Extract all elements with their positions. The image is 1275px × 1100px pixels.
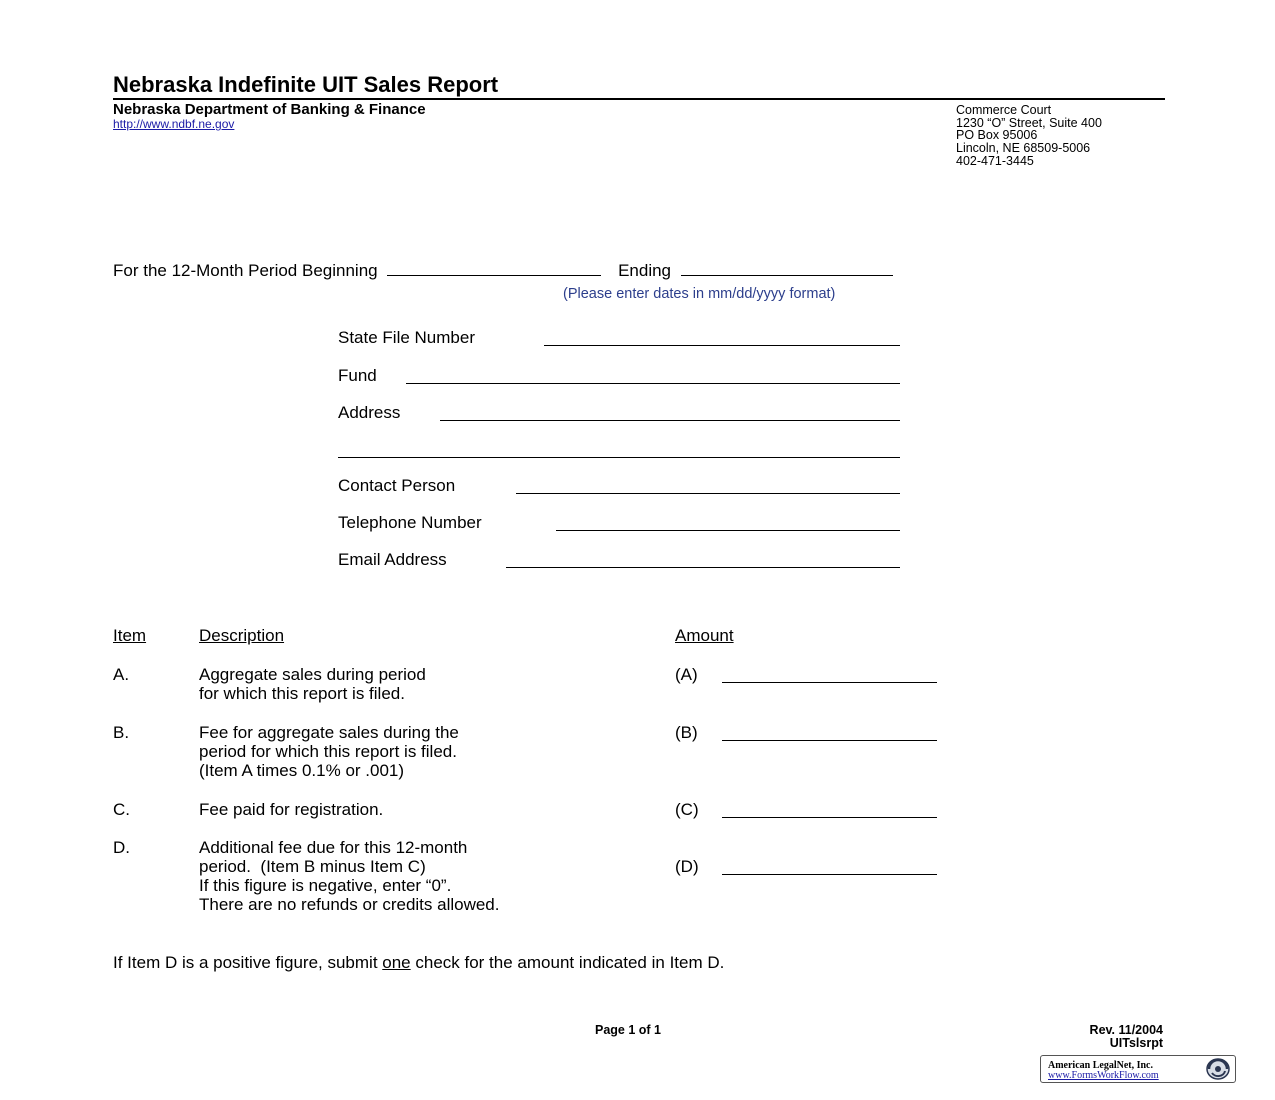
page-number: Page 1 of 1 bbox=[595, 1023, 661, 1037]
amount-column-header: Amount bbox=[675, 626, 734, 645]
contact-person-label: Contact Person bbox=[338, 476, 456, 495]
item-b-code: (B) bbox=[675, 723, 698, 742]
item-b-label: B. bbox=[113, 723, 130, 742]
item-column-header: Item bbox=[113, 626, 147, 645]
revision-date: Rev. 11/2004 bbox=[1089, 1023, 1163, 1037]
revision-info bbox=[1063, 1024, 1163, 1049]
item-b-description bbox=[199, 723, 459, 780]
website-link[interactable]: http://www.ndbf.ne.gov bbox=[113, 117, 235, 131]
description-line: period for which this report is filed. bbox=[199, 742, 457, 761]
address-line: Commerce Court bbox=[956, 103, 1052, 117]
description-line: Additional fee due for this 12-month bbox=[199, 838, 468, 857]
description-line: period. (Item B minus Item C) bbox=[199, 857, 426, 876]
fund-field[interactable] bbox=[406, 383, 900, 384]
note-text: check for the amount indicated in Item D. bbox=[410, 953, 725, 972]
publisher-url[interactable]: www.FormsWorkFlow.com bbox=[1048, 1070, 1159, 1081]
publisher-name: American LegalNet, Inc. bbox=[1048, 1060, 1153, 1071]
address-line: 402-471-3445 bbox=[956, 153, 1034, 168]
description-line: Fee paid for registration. bbox=[199, 800, 384, 819]
telephone-label: Telephone Number bbox=[338, 513, 482, 532]
form-code: UITslsrpt bbox=[1109, 1035, 1163, 1050]
title-divider bbox=[113, 98, 1165, 100]
address-line-2-field[interactable] bbox=[338, 457, 900, 458]
contact-person-field[interactable] bbox=[516, 493, 900, 494]
period-beginning-field[interactable] bbox=[387, 259, 601, 276]
item-a-code: (A) bbox=[675, 665, 698, 684]
state-file-number-field[interactable] bbox=[544, 345, 900, 346]
item-c-amount-field[interactable] bbox=[722, 817, 937, 818]
item-d-code: (D) bbox=[675, 857, 699, 876]
address-line: Lincoln, NE 68509-5006 bbox=[956, 141, 1091, 156]
address-line: PO Box 95006 bbox=[956, 128, 1038, 143]
note-emphasis: one bbox=[382, 953, 411, 972]
email-label: Email Address bbox=[338, 550, 447, 569]
description-line: for which this report is filed. bbox=[199, 684, 405, 703]
item-b-amount-field[interactable] bbox=[722, 740, 937, 741]
address-field[interactable] bbox=[440, 420, 900, 421]
submission-note bbox=[113, 953, 724, 972]
item-c-code: (C) bbox=[675, 800, 699, 819]
description-line: If this figure is negative, enter “0”. bbox=[199, 876, 452, 895]
department-name: Nebraska Department of Banking & Finance bbox=[113, 101, 426, 118]
period-beginning-label: For the 12-Month Period Beginning bbox=[113, 261, 378, 280]
date-format-hint: (Please enter dates in mm/dd/yyyy format) bbox=[563, 286, 836, 302]
item-a-amount-field[interactable] bbox=[722, 682, 937, 683]
email-field[interactable] bbox=[506, 567, 900, 568]
item-d-description bbox=[199, 838, 500, 914]
item-a-label: A. bbox=[113, 665, 130, 684]
address-line: 1230 “O” Street, Suite 400 bbox=[956, 115, 1102, 130]
note-text: If Item D is a positive figure, submit bbox=[113, 953, 383, 972]
item-c-description bbox=[199, 800, 383, 819]
publisher-logo[interactable] bbox=[1040, 1055, 1236, 1083]
period-ending-label: Ending bbox=[618, 261, 672, 280]
period-ending-field[interactable] bbox=[681, 259, 893, 276]
address-label: Address bbox=[338, 403, 401, 422]
telephone-field[interactable] bbox=[556, 530, 900, 531]
page-title: Nebraska Indefinite UIT Sales Report bbox=[113, 72, 499, 97]
item-d-amount-field[interactable] bbox=[722, 874, 937, 875]
state-file-number-label: State File Number bbox=[338, 328, 475, 347]
description-line: (Item A times 0.1% or .001) bbox=[199, 761, 405, 780]
description-line: Fee for aggregate sales during the bbox=[199, 723, 459, 742]
description-line: There are no refunds or credits allowed. bbox=[199, 895, 500, 914]
period-row bbox=[113, 259, 893, 281]
item-d-label: D. bbox=[113, 838, 130, 857]
item-c-label: C. bbox=[113, 800, 130, 819]
item-a-description bbox=[199, 665, 426, 703]
description-line: Aggregate sales during period bbox=[199, 665, 426, 684]
mailing-address bbox=[956, 104, 1102, 168]
globe-icon bbox=[1198, 1057, 1232, 1081]
description-column-header: Description bbox=[199, 626, 285, 645]
fund-label: Fund bbox=[338, 366, 377, 385]
